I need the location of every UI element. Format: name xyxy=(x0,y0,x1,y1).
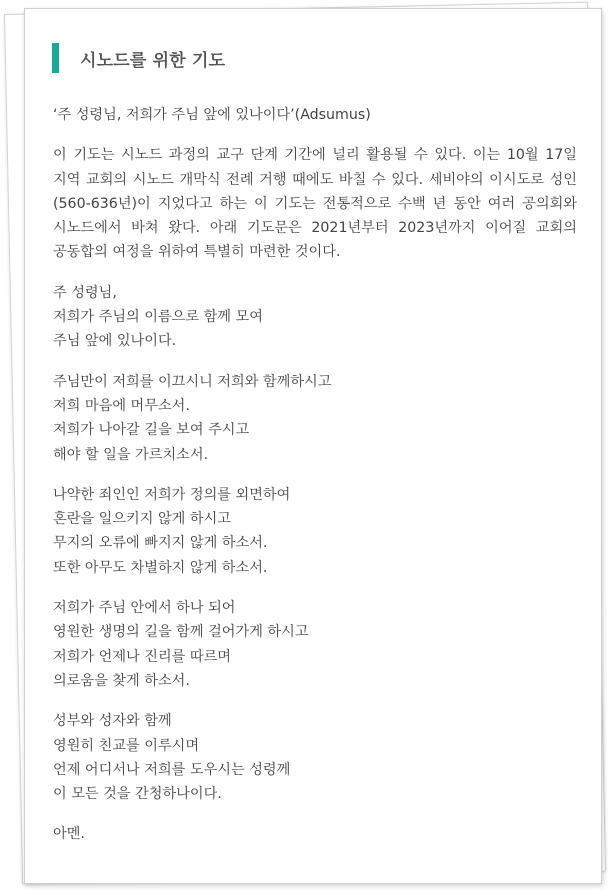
stanza-3 xyxy=(53,483,577,580)
stanza-line: 주 성령님, xyxy=(53,284,117,301)
intro-paragraph: 이 기도는 시노드 과정의 교구 단계 기간에 널리 활용될 수 있다. 이는 10월 17일 지역 교회의 시노드 개막식 전례 거행 때에도 바칠 수 있다. 세비야의 이시도로 성인(560-636년)이 지었다고 하는 이 기도는 전통적으로 수백 년 동안 여러 공의회와 시노드에서 바쳐 왔다. 아래 기도문은 2021년부터 2023년까지 이어질 교회의 공동합의 여정을 위하여 특별히 마련한 것이다. xyxy=(53,147,577,261)
prayer-subtitle: ‘주 성령님, 저희가 주님 앞에 있나이다’(Adsumus) xyxy=(53,107,371,123)
stanza-line: 저희가 언제나 진리를 따르며 xyxy=(53,648,231,665)
stanza-line: 나약한 죄인인 저희가 정의를 외면하여 xyxy=(53,486,291,503)
page-title: 시노드를 위한 기도 xyxy=(80,50,226,71)
stanza-line: 저희가 주님의 이름으로 함께 모여 xyxy=(53,309,263,326)
title-accent-bar xyxy=(52,43,59,73)
stanza-line: 또한 아무도 차별하지 않게 하소서. xyxy=(53,559,268,576)
stanza-line: 해야 할 일을 가르치소서. xyxy=(53,446,209,463)
stanza-line: 성부와 성자와 함께 xyxy=(53,713,172,730)
stanza-line: 무지의 오류에 빠지지 않게 하소서. xyxy=(53,535,268,552)
amen-line: 아멘. xyxy=(53,826,85,843)
stanza-line: 이 모든 것을 간청하나이다. xyxy=(53,786,222,803)
stanza-line: 영원히 친교를 이루시며 xyxy=(53,737,200,754)
prayer-card xyxy=(24,8,602,884)
stanza-5 xyxy=(53,709,577,806)
title-row xyxy=(52,43,225,73)
stanza-amen xyxy=(53,822,577,846)
stanza-line: 저희 마음에 머무소서. xyxy=(53,397,190,414)
stanza-line: 언제 어디서나 저희를 도우시는 성령께 xyxy=(53,761,291,778)
stanza-line: 혼란을 일으키지 않게 하시고 xyxy=(53,511,231,528)
prayer-content xyxy=(53,103,577,863)
stanza-line: 주님 앞에 있나이다. xyxy=(53,333,177,350)
stanza-1 xyxy=(53,281,577,354)
stanza-2 xyxy=(53,370,577,467)
stanza-line: 주님만이 저희를 이끄시니 저희와 함께하시고 xyxy=(53,373,332,390)
stanza-4 xyxy=(53,596,577,693)
stanza-line: 저희가 나아갈 길을 보여 주시고 xyxy=(53,422,250,439)
stanza-line: 영원한 생명의 길을 함께 걸어가게 하시고 xyxy=(53,624,309,641)
stanza-line: 저희가 주님 안에서 하나 되어 xyxy=(53,600,236,617)
stanza-line: 의로움을 찾게 하소서. xyxy=(53,672,190,689)
